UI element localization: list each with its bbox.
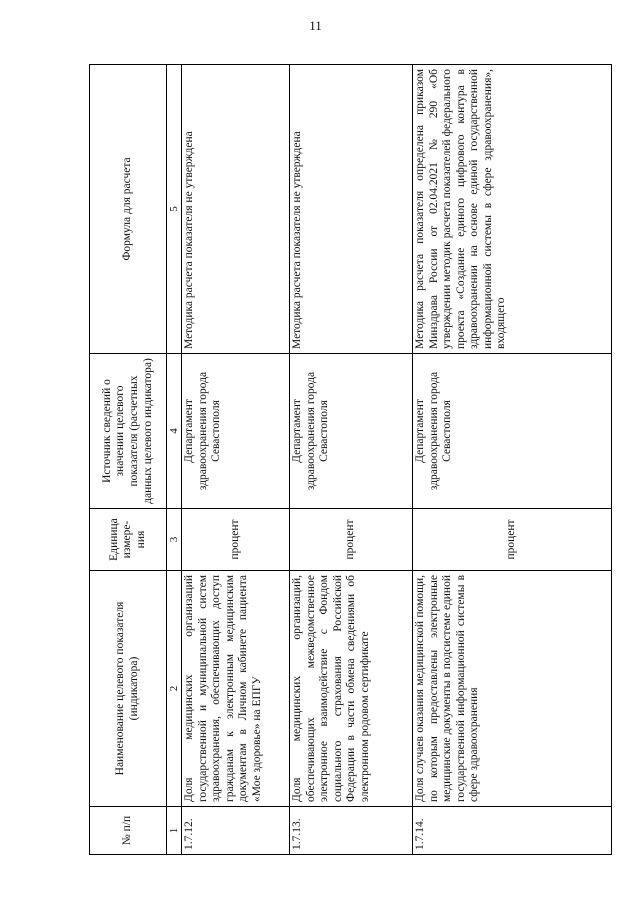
header-formula: Формула для расчета bbox=[90, 65, 167, 354]
unit-cell: процент bbox=[182, 509, 290, 571]
formula-cell: Методика расчета показателя не утверждена bbox=[182, 65, 290, 354]
row-number: 1.7.13. bbox=[290, 807, 413, 855]
unit-cell: процент bbox=[413, 509, 612, 571]
indicator-name: Доля медицинских организаций государственной и муниципальной систем здравоохранения, обеспечивающих доступ гражданам к электронным медицинским документам в Личном кабинете пациента «Мое здоровье» на ЕПГУ bbox=[182, 571, 290, 807]
indicators-table bbox=[89, 64, 612, 855]
header-source: Источник сведений о значении целевого показателя (расчетных данных целевого индикатора) bbox=[90, 354, 167, 509]
indicator-name: Доля случаев оказания медицинской помощи, по которым предоставлены электронные медицинские документы в подсистеме единой государственной информационной системы в сфере здравоохранения bbox=[413, 571, 612, 807]
column-numbers-row bbox=[167, 65, 182, 855]
unit-cell: процент bbox=[290, 509, 413, 571]
header-number: № п/п bbox=[90, 807, 167, 855]
header-unit: Единица измере-ния bbox=[90, 509, 167, 571]
header-indicator-name: Наименование целевого показателя (индикатора) bbox=[90, 571, 167, 807]
page-number: 11 bbox=[309, 18, 322, 33]
indicator-name: Доля медицинских организаций, обеспечивающих межведомственное электронное взаимодействие с Фондом социального страхования Российской Федерации в части обмена сведениями об электронном родовом сертификате bbox=[290, 571, 413, 807]
table-row bbox=[290, 65, 413, 855]
rotated-table-container bbox=[89, 65, 612, 855]
row-number: 1.7.14. bbox=[413, 807, 612, 855]
source-cell: Департамент здравоохранения города Севастополя bbox=[182, 354, 290, 509]
column-number: 2 bbox=[167, 571, 182, 807]
column-number: 4 bbox=[167, 354, 182, 509]
source-cell: Департамент здравоохранения города Севастополя bbox=[290, 354, 413, 509]
formula-cell: Методика расчета показателя определена приказом Минздрава России от 02.04.2021 № 290 «Об утверждении методик расчета показателей федерального проекта «Создание единого цифрового контура в здравоохранении на основе единой государственной информационной системы в сфере здравоохранения», входящего bbox=[413, 65, 612, 354]
table-row bbox=[413, 65, 612, 855]
table-row bbox=[182, 65, 290, 855]
column-number: 5 bbox=[167, 65, 182, 354]
source-cell: Департамент здравоохранения города Севастополя bbox=[413, 354, 612, 509]
column-number: 3 bbox=[167, 509, 182, 571]
row-number: 1.7.12. bbox=[182, 807, 290, 855]
column-number: 1 bbox=[167, 807, 182, 855]
formula-cell: Методика расчета показателя не утверждена bbox=[290, 65, 413, 354]
table-header-row bbox=[90, 65, 167, 855]
